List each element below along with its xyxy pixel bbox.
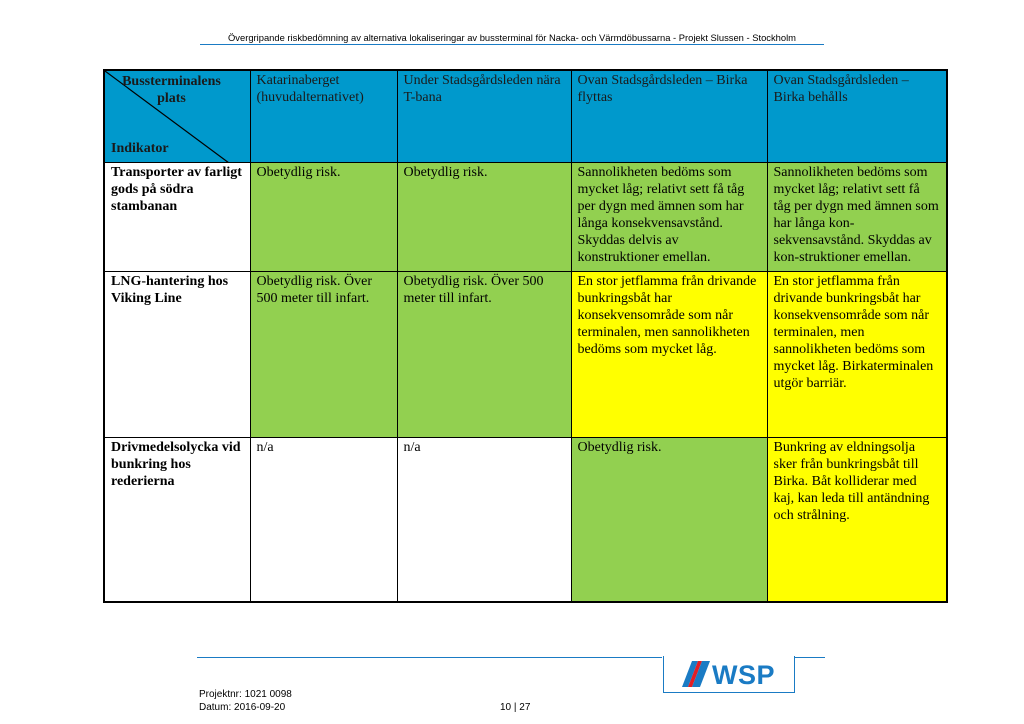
assessment-cell: Sannolikheten bedöms som mycket låg; relativt sett få tåg per dygn med ämnen som har långa konsekvensavstånd. Skyddas delvis av konstruktioner emellan. [571, 163, 767, 272]
assessment-cell: Obetydlig risk. [571, 438, 767, 603]
column-header: Katarinaberget (huvudalternativet) [250, 70, 397, 163]
footer-rule [793, 657, 825, 658]
table-header-row [104, 70, 947, 163]
page-number: 10 | 27 [500, 702, 531, 713]
wsp-logo-text: WSP [712, 660, 776, 690]
assessment-cell: Obetydlig risk. Över 500 meter till infart. [397, 272, 571, 438]
page-header-title: Övergripande riskbedömning av alternativa lokaliseringar av bussterminal för Nacka- och Värmdöbussarna - Projekt Slussen - Stockholm [228, 32, 796, 43]
column-header: Ovan Stadsgårdsleden – Birka flyttas [571, 70, 767, 163]
corner-label-indicator: Indikator [111, 141, 169, 156]
indicator-cell: Drivmedelsolycka vid bunkring hos rederierna [104, 438, 250, 603]
wsp-mark-icon [678, 659, 712, 689]
table-row [104, 272, 947, 438]
table-row [104, 163, 947, 272]
table-row [104, 438, 947, 603]
assessment-cell: En stor jetflamma från drivande bunkringsbåt har konsekvensområde som når terminalen, men sannolikheten bedöms som mycket låg. Birkaterminalen utgör barriär. [767, 272, 947, 438]
assessment-cell: Obetydlig risk. [397, 163, 571, 272]
assessment-cell: n/a [250, 438, 397, 603]
assessment-cell: Obetydlig risk. Över 500 meter till infart. [250, 272, 397, 438]
indicator-cell: LNG-hantering hos Viking Line [104, 272, 250, 438]
project-number: Projektnr: 1021 0098 [199, 689, 292, 700]
column-header: Under Stadsgårdsleden nära T-bana [397, 70, 571, 163]
assessment-cell: n/a [397, 438, 571, 603]
indicator-cell: Transporter av farligt gods på södra stambanan [104, 163, 250, 272]
header-rule [200, 44, 824, 45]
risk-assessment-table [103, 69, 948, 603]
wsp-logo [663, 656, 795, 693]
corner-label-location: Bussterminalens plats [122, 74, 221, 106]
assessment-cell: Sannolikheten bedöms som mycket låg; relativt sett få tåg per dygn med ämnen som har långa kon-sekvensavstånd. Skyddas av kon-struktioner emellan. [767, 163, 947, 272]
document-date: Datum: 2016-09-20 [199, 702, 286, 713]
assessment-cell: Bunkring av eldningsolja sker från bunkringsbåt till Birka. Båt kolliderar med kaj, kan leda till antändning och strålning. [767, 438, 947, 603]
corner-header-cell [104, 70, 250, 163]
footer-rule [197, 657, 662, 658]
column-header: Ovan Stadsgårdsleden – Birka behålls [767, 70, 947, 163]
assessment-cell: Obetydlig risk. [250, 163, 397, 272]
assessment-cell: En stor jetflamma från drivande bunkringsbåt har konsekvensområde som når terminalen, men sannolikheten bedöms som mycket låg. [571, 272, 767, 438]
